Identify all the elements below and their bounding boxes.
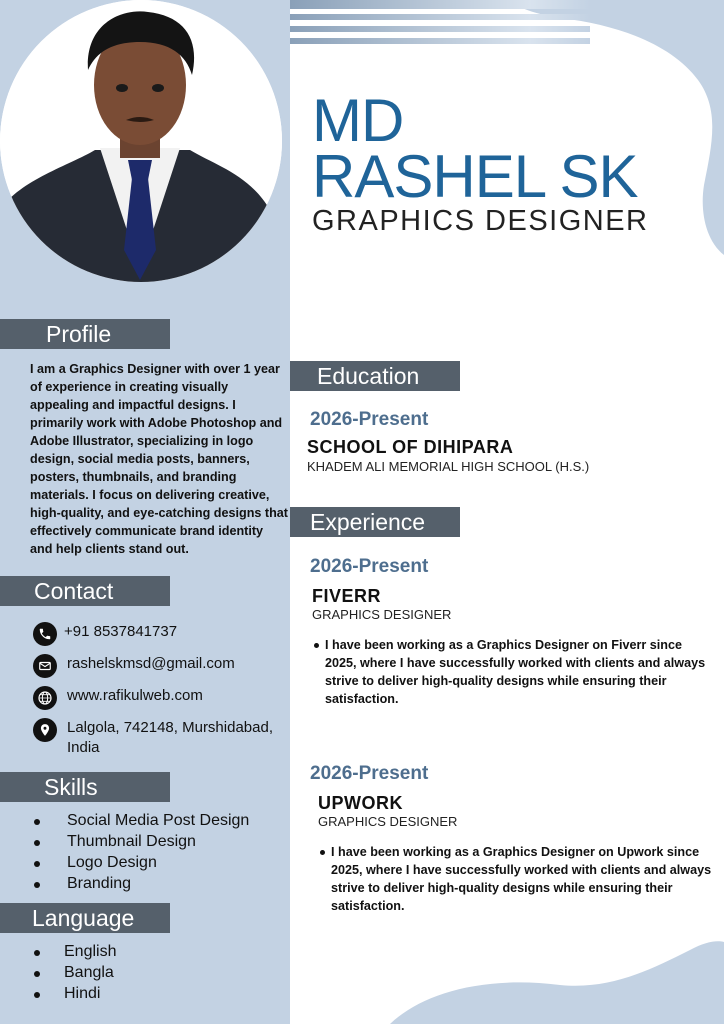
job-company: FIVERR [312, 586, 382, 606]
skills-heading-tag [0, 772, 170, 802]
contact-heading-tag [0, 576, 170, 606]
language-heading: Language [32, 905, 135, 931]
job-description: I have been working as a Graphics Designer on Upwork since 2025, where I have successfully worked with clients and always strive to deliver high-quality designs while ensuring their satisfaction. [331, 843, 716, 915]
job-company: UPWORK [318, 793, 403, 813]
language-item: Bangla [32, 962, 116, 983]
email-icon [33, 654, 57, 678]
name-second-line: RASHEL SK [312, 143, 638, 210]
location-pin-icon [33, 718, 57, 742]
profile-heading-tag [0, 319, 170, 349]
job-description: I have been working as a Graphics Designer on Fiverr since 2025, where I have successfully worked with clients and always strive to deliver high-quality designs while ensuring their satisfaction. [325, 636, 710, 708]
profile-text: I am a Graphics Designer with over 1 year of experience in creating visually appealing and impactful designs. I primarily work with Adobe Photoshop and Adobe Illustrator, specializing in logo design, social media posts, banners, posters, thumbnails, and branding materials. I focus on delivering creative, high-quality, and eye-catching designs that effectively communicate brand identity and help clients stand out. [30, 362, 288, 556]
job-period: 2026-Present [310, 763, 429, 784]
address: Lalgola, 742148, Murshidabad, India [67, 719, 273, 756]
education-detail: KHADEM ALI MEMORIAL HIGH SCHOOL (H.S.) [307, 459, 590, 474]
website-url[interactable]: www.rafikulweb.com [67, 687, 203, 704]
email-address[interactable]: rashelskmsd@gmail.com [67, 655, 235, 672]
phone-number: +91 8537841737 [64, 623, 178, 640]
skill-item: Social Media Post Design [32, 810, 249, 831]
education-school: SCHOOL OF DIHIPARA [307, 437, 514, 457]
skill-item: Branding [32, 873, 249, 894]
skills-list [32, 810, 249, 894]
globe-icon [33, 686, 57, 710]
language-list [32, 941, 116, 1004]
job-period: 2026-Present [310, 556, 429, 577]
phone-icon [33, 622, 57, 646]
name-first-line: MD [312, 87, 404, 154]
skills-heading: Skills [44, 774, 98, 800]
contact-address [33, 718, 288, 758]
profile-heading: Profile [46, 321, 112, 347]
experience-heading-tag [290, 507, 460, 537]
education-period: 2026-Present [310, 409, 429, 430]
skill-item: Thumbnail Design [32, 831, 249, 852]
job-role: GRAPHICS DESIGNER [318, 814, 458, 829]
job-title: GRAPHICS DESIGNER [312, 205, 649, 237]
job-role: GRAPHICS DESIGNER [312, 607, 452, 622]
contact-heading: Contact [34, 578, 114, 604]
contact-email [33, 654, 235, 678]
skill-item: Logo Design [32, 852, 249, 873]
contact-website [33, 686, 203, 710]
education-heading-tag [290, 361, 460, 391]
avatar-illustration [0, 0, 282, 282]
experience-heading: Experience [310, 509, 426, 535]
language-heading-tag [0, 903, 170, 933]
profile-photo [0, 0, 282, 282]
contact-phone [33, 622, 177, 646]
language-item: Hindi [32, 983, 116, 1004]
language-item: English [32, 941, 116, 962]
education-heading: Education [317, 363, 420, 389]
